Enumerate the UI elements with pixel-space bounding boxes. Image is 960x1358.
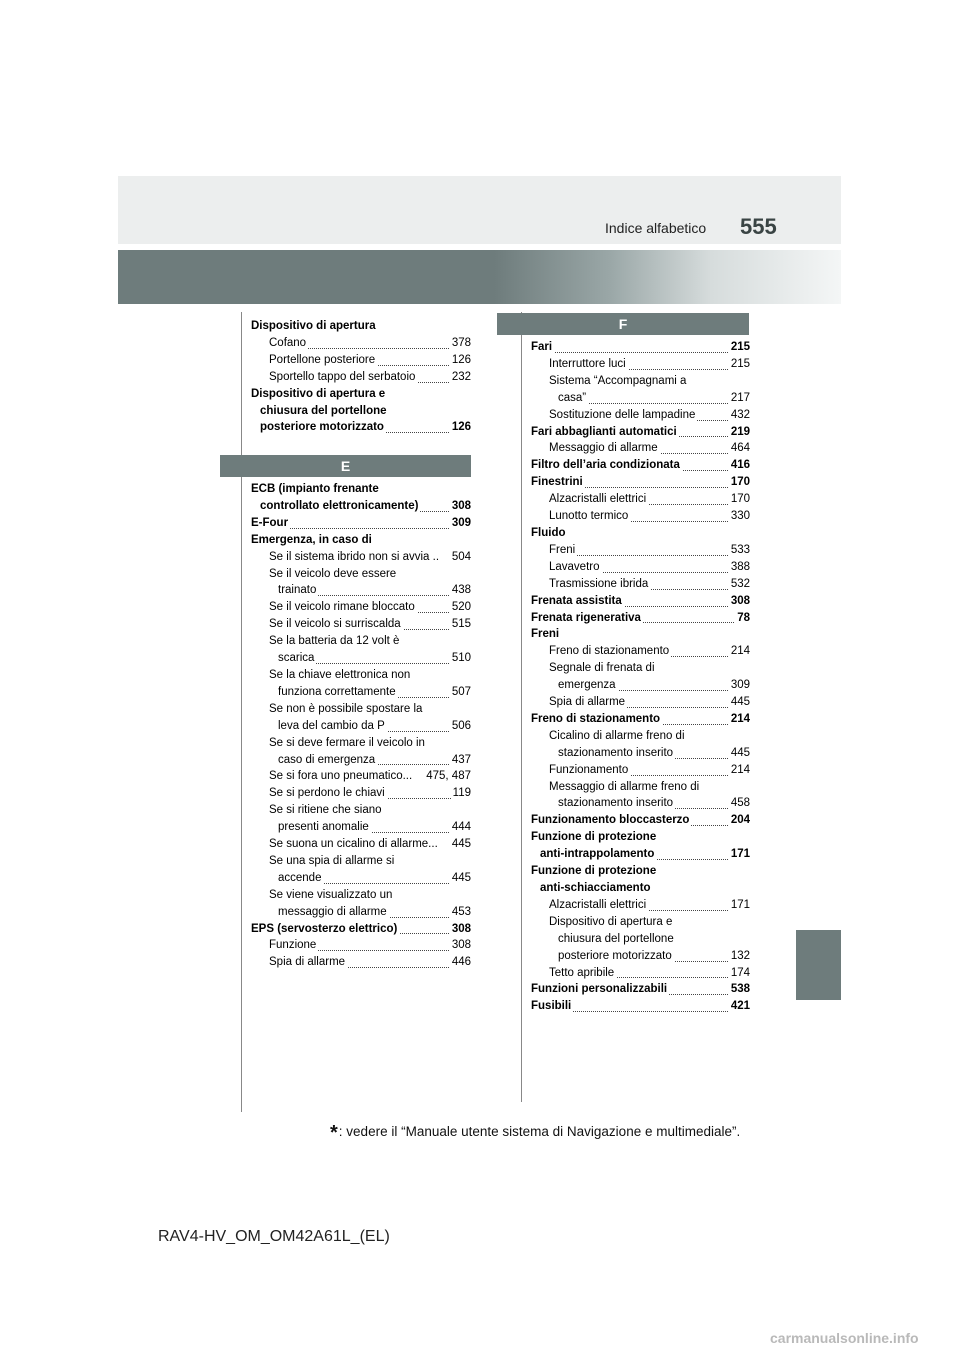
index-entry-label: Freno di stazionamento xyxy=(531,712,661,725)
index-entry-label: Dispositivo di apertura e xyxy=(251,387,386,400)
index-entry-line xyxy=(251,403,471,420)
index-entry-page: 520 xyxy=(450,599,471,616)
index-entry-label: anti-schiacciamento xyxy=(540,882,651,894)
index-entry-line xyxy=(251,566,471,583)
index-entry xyxy=(251,616,471,633)
index-entry-page: 438 xyxy=(450,582,471,599)
index-entry xyxy=(531,643,750,660)
index-entry-page: 308 xyxy=(450,921,471,938)
index-entry xyxy=(531,660,750,694)
index-entry-label: Tetto apribile xyxy=(549,966,615,979)
index-entry-line xyxy=(251,369,471,386)
index-entry-label: Cofano xyxy=(269,336,307,349)
index-entry xyxy=(251,735,471,769)
index-entry-page: 309 xyxy=(450,515,471,532)
index-entry-page: 308 xyxy=(450,498,471,515)
index-entry xyxy=(531,897,750,914)
index-entry-page: 232 xyxy=(450,369,471,386)
index-entry-label: E-Four xyxy=(251,516,289,529)
index-entry-line xyxy=(251,735,471,752)
index-entry-label: Alzacristalli elettrici xyxy=(549,493,647,506)
index-entry-page: 506 xyxy=(450,718,471,735)
index-entry xyxy=(251,566,471,600)
index-entry-line xyxy=(251,752,471,769)
index-entry-label: Frenata assistita xyxy=(531,594,622,607)
index-entry-line xyxy=(531,660,750,677)
index-entry xyxy=(531,626,750,643)
index-entry-page: 204 xyxy=(729,812,750,829)
index-entry-label: Freno di stazionamento xyxy=(549,645,670,658)
index-entry-page: 421 xyxy=(729,998,750,1015)
index-entry-line xyxy=(531,846,750,863)
index-entry xyxy=(531,559,750,576)
index-entry-line xyxy=(251,684,471,701)
index-entry xyxy=(251,318,471,335)
index-entry xyxy=(531,491,750,508)
index-entry-label: Messaggio di allarme xyxy=(549,442,658,455)
index-entry-label: controllato elettronicamente) xyxy=(260,499,419,512)
index-entry xyxy=(251,768,471,785)
index-entry xyxy=(531,373,750,407)
index-entry-line xyxy=(251,352,471,369)
index-entry xyxy=(531,474,750,491)
index-entry-page: 446 xyxy=(450,954,471,971)
index-entry-line xyxy=(251,870,471,887)
index-entry-line xyxy=(251,532,471,549)
index-entry xyxy=(251,369,471,386)
index-entry-line xyxy=(531,829,750,846)
index-entry-line xyxy=(531,626,750,643)
index-entry-page: 215 xyxy=(729,356,750,373)
index-entry-label: presenti anomalie xyxy=(278,821,369,834)
index-entry-line xyxy=(531,914,750,931)
index-entry xyxy=(531,863,750,897)
index-entry-page: 215 xyxy=(729,339,750,356)
index-entry-page: 453 xyxy=(450,904,471,921)
index-entry xyxy=(251,352,471,369)
index-entry-label: accende xyxy=(278,871,322,884)
index-entry xyxy=(251,549,471,566)
index-entry-label: anti-intrappolamento xyxy=(540,848,655,861)
index-entry xyxy=(531,914,750,965)
index-entry xyxy=(251,481,471,515)
index-entry-page: 378 xyxy=(450,335,471,352)
index-entry-page: 445 xyxy=(729,694,750,711)
index-entry xyxy=(531,440,750,457)
index-entry-page: 174 xyxy=(729,965,750,982)
index-entry xyxy=(531,998,750,1015)
index-entry-label: Funzioni personalizzabili xyxy=(531,983,668,996)
index-entry-page: 78 xyxy=(735,610,750,627)
index-entry-line xyxy=(251,667,471,684)
header-band xyxy=(118,250,841,304)
index-entry-line xyxy=(251,335,471,352)
index-entry-line xyxy=(251,904,471,921)
index-entry-page: 416 xyxy=(729,457,750,474)
index-entry-line xyxy=(251,954,471,971)
index-entry-label: Lavavetro xyxy=(549,560,600,573)
index-entry-page: 214 xyxy=(729,643,750,660)
index-entry-label: Se il veicolo rimane bloccato xyxy=(269,601,415,614)
index-entry-label: Funzionamento xyxy=(549,763,629,776)
footnote-text: : vedere il “Manuale utente sistema di Navigazione e multimediale”. xyxy=(338,1124,741,1139)
index-entry xyxy=(251,921,471,938)
index-entry xyxy=(251,335,471,352)
index-entry-page: 171 xyxy=(729,897,750,914)
index-entry-label: Se si perdono le chiavi xyxy=(269,787,385,800)
index-entry xyxy=(531,779,750,813)
index-entry-label: Fluido xyxy=(531,526,566,539)
dot-leader xyxy=(531,352,750,353)
index-entry-line xyxy=(531,474,750,491)
index-entry-label: posteriore motorizzato xyxy=(260,421,384,434)
index-entry-label: Funzione di protezione xyxy=(531,865,657,878)
index-entry-line xyxy=(251,599,471,616)
index-entry-label: Lunotto termico xyxy=(549,510,629,523)
index-column-left-top xyxy=(251,318,471,436)
index-entry-line xyxy=(531,339,750,356)
letter-header-f: F xyxy=(497,313,749,335)
index-entry-label: funziona correttamente xyxy=(278,685,396,698)
page-number: 555 xyxy=(740,214,777,239)
index-entry xyxy=(251,667,471,701)
index-entry xyxy=(531,762,750,779)
index-entry-line xyxy=(531,457,750,474)
index-entry-line xyxy=(531,745,750,762)
index-entry-line xyxy=(531,407,750,424)
index-entry-label: chiusura del portellone xyxy=(260,404,387,417)
index-entry-label: Emergenza, in caso di xyxy=(251,533,372,546)
index-entry-line xyxy=(531,863,750,880)
index-entry-label: Se suona un cicalino di allarme... xyxy=(269,838,438,851)
index-entry-page: 217 xyxy=(729,390,750,407)
index-entry xyxy=(531,407,750,424)
index-entry-page: 308 xyxy=(450,937,471,954)
index-entry-label: Spia di allarme xyxy=(549,696,626,709)
index-entry-page: 507 xyxy=(450,684,471,701)
index-entry-line xyxy=(251,498,471,515)
index-entry-page: 132 xyxy=(729,948,750,965)
index-entry-label: Interruttore luci xyxy=(549,357,626,370)
index-entry-line xyxy=(531,593,750,610)
index-entry-label: Spia di allarme xyxy=(269,956,346,969)
index-entry-line xyxy=(531,981,750,998)
index-entry-label: Segnale di frenata di xyxy=(549,662,655,675)
index-entry-page: 475, 487 xyxy=(424,768,471,785)
index-entry-line xyxy=(251,616,471,633)
index-entry-line xyxy=(531,390,750,407)
index-entry xyxy=(251,633,471,667)
index-entry-label: Freni xyxy=(549,543,576,556)
index-entry-line xyxy=(251,887,471,904)
index-entry-label: Funzione xyxy=(269,939,317,952)
index-entry xyxy=(531,812,750,829)
index-entry-line xyxy=(531,711,750,728)
index-entry-page: 219 xyxy=(729,424,750,441)
index-entry-label: Funzionamento bloccasterzo xyxy=(531,814,690,827)
footnote xyxy=(330,1122,740,1145)
index-entry-line xyxy=(251,785,471,802)
index-entry xyxy=(531,508,750,525)
index-entry-label: Freni xyxy=(531,628,560,641)
index-entry xyxy=(531,356,750,373)
index-entry-line xyxy=(531,373,750,390)
index-entry-label: EPS (servosterzo elettrico) xyxy=(251,922,398,935)
index-entry-label: Se il veicolo deve essere xyxy=(269,567,397,580)
index-entry-label: Fari xyxy=(531,341,553,353)
index-entry-label: Fari abbaglianti automatici xyxy=(531,425,677,438)
index-entry-line xyxy=(531,677,750,694)
index-entry-line xyxy=(531,542,750,559)
index-entry-page: 330 xyxy=(729,508,750,525)
index-entry-line xyxy=(531,931,750,948)
side-tab xyxy=(796,930,841,1000)
index-entry-label: leva del cambio da P xyxy=(278,719,385,732)
index-entry-page: 214 xyxy=(729,711,750,728)
index-entry-page: 445 xyxy=(729,745,750,762)
index-entry-page: 437 xyxy=(450,752,471,769)
index-entry-label: emergenza xyxy=(558,679,616,692)
index-entry-line xyxy=(251,819,471,836)
index-entry-label: Trasmissione ibrida xyxy=(549,577,649,590)
document-code: RAV4-HV_OM_OM42A61L_(EL) xyxy=(158,1228,390,1245)
index-entry-label: Funzione di protezione xyxy=(531,831,657,844)
index-entry-line xyxy=(531,424,750,441)
index-entry-page: 126 xyxy=(450,419,471,436)
index-entry-line xyxy=(531,795,750,812)
middle-column-rule xyxy=(521,312,522,1102)
index-entry-page: 119 xyxy=(451,785,471,802)
index-entry-label: Se non è possibile spostare la xyxy=(269,702,423,715)
index-entry xyxy=(531,424,750,441)
index-entry-label: Portellone posteriore xyxy=(269,353,376,366)
index-entry-line xyxy=(251,633,471,650)
index-entry-page: 170 xyxy=(729,474,750,491)
index-entry-line xyxy=(251,937,471,954)
index-entry xyxy=(251,937,471,954)
index-entry-page: 445 xyxy=(450,836,471,853)
index-entry-label: caso di emergenza xyxy=(278,753,376,766)
index-entry-label: posteriore motorizzato xyxy=(558,949,672,962)
index-entry-label: messaggio di allarme xyxy=(278,905,387,918)
index-entry-line xyxy=(251,481,471,498)
index-entry xyxy=(531,728,750,762)
index-entry-line xyxy=(251,701,471,718)
index-entry-line xyxy=(251,718,471,735)
index-entry-label: Sostituzione delle lampadine xyxy=(549,408,696,421)
index-entry-page: 533 xyxy=(729,542,750,559)
index-entry-label: chiusura del portellone xyxy=(558,932,674,945)
index-entry xyxy=(531,981,750,998)
index-entry-page: 532 xyxy=(729,576,750,593)
index-entry-line xyxy=(531,440,750,457)
index-entry xyxy=(531,711,750,728)
index-entry-label: Se la chiave elettronica non xyxy=(269,668,411,681)
index-entry-page: 170 xyxy=(729,491,750,508)
index-entry-label: Dispositivo di apertura xyxy=(251,320,376,332)
index-entry xyxy=(531,610,750,627)
index-entry-label: stazionamento inserito xyxy=(558,797,674,810)
dot-leader xyxy=(549,555,750,556)
index-entry-label: Se la batteria da 12 volt è xyxy=(269,635,400,648)
index-entry xyxy=(531,694,750,711)
index-entry-line xyxy=(251,515,471,532)
index-entry-line xyxy=(531,762,750,779)
index-entry-page: 214 xyxy=(729,762,750,779)
index-entry-page: 432 xyxy=(729,407,750,424)
index-entry xyxy=(531,829,750,863)
index-entry-line xyxy=(531,965,750,982)
index-entry-label: Cicalino di allarme freno di xyxy=(549,729,685,742)
index-entry xyxy=(251,515,471,532)
index-entry xyxy=(531,593,750,610)
index-entry-line xyxy=(531,356,750,373)
index-entry-line xyxy=(251,853,471,870)
index-entry-page: 445 xyxy=(450,870,471,887)
index-entry-label: Se si fora uno pneumatico... xyxy=(269,770,413,783)
index-column-right-f xyxy=(531,339,750,1015)
index-entry-label: Sportello tappo del serbatoio xyxy=(269,370,416,383)
index-entry-line xyxy=(531,998,750,1015)
index-entry-line xyxy=(531,880,750,897)
index-entry-page: 309 xyxy=(729,677,750,694)
index-entry xyxy=(251,802,471,836)
index-entry-line xyxy=(251,419,471,436)
index-entry-page: 308 xyxy=(729,593,750,610)
index-entry xyxy=(251,954,471,971)
index-entry-line xyxy=(251,386,471,403)
index-entry xyxy=(531,457,750,474)
index-entry-label: Sistema “Accompagnami a xyxy=(549,374,687,387)
index-entry-line xyxy=(531,694,750,711)
index-entry-line xyxy=(251,921,471,938)
index-entry-page: 510 xyxy=(450,650,471,667)
left-column-rule xyxy=(241,312,242,1112)
index-entry xyxy=(531,965,750,982)
index-entry xyxy=(531,576,750,593)
index-entry xyxy=(531,339,750,356)
index-entry xyxy=(531,525,750,542)
index-entry-page: 126 xyxy=(450,352,471,369)
index-entry-label: Alzacristalli elettrici xyxy=(549,898,647,911)
index-entry-line xyxy=(251,549,471,566)
footnote-star: * xyxy=(330,1122,338,1144)
index-entry-page: 515 xyxy=(450,616,471,633)
index-entry xyxy=(251,853,471,887)
index-entry xyxy=(251,386,471,437)
index-entry-page: 458 xyxy=(729,795,750,812)
index-entry-label: stazionamento inserito xyxy=(558,746,674,759)
index-entry xyxy=(251,785,471,802)
index-entry-line xyxy=(251,650,471,667)
index-entry-line xyxy=(531,812,750,829)
index-entry-line xyxy=(531,508,750,525)
index-entry-line xyxy=(251,768,471,785)
index-entry-line xyxy=(251,836,471,853)
index-entry xyxy=(251,836,471,853)
index-entry-line xyxy=(531,525,750,542)
index-entry-label: Se si ritiene che siano xyxy=(269,804,382,817)
index-entry-page: 538 xyxy=(729,981,750,998)
index-entry-line xyxy=(531,610,750,627)
index-entry-page: 171 xyxy=(729,846,750,863)
index-entry-label: Frenata rigenerativa xyxy=(531,611,641,624)
index-entry-label: trainato xyxy=(278,584,317,597)
index-entry xyxy=(251,532,471,549)
index-entry-label: Se si deve fermare il veicolo in xyxy=(269,736,425,749)
index-entry-label: Se il sistema ibrido non si avvia .. xyxy=(269,550,440,563)
index-entry-label: scarica xyxy=(278,652,315,665)
index-entry-page: 388 xyxy=(729,559,750,576)
index-entry-label: ECB (impianto frenante xyxy=(251,483,379,495)
index-entry-line xyxy=(251,802,471,819)
index-entry-line xyxy=(531,728,750,745)
index-entry-label: Fusibili xyxy=(531,1000,572,1013)
index-entry-line xyxy=(251,582,471,599)
index-entry-label: Se una spia di allarme si xyxy=(269,854,395,867)
index-entry-line xyxy=(531,779,750,796)
index-entry-line xyxy=(531,948,750,965)
index-entry-label: Messaggio di allarme freno di xyxy=(549,780,700,793)
index-entry xyxy=(531,542,750,559)
index-entry-label: Finestrini xyxy=(531,476,583,489)
index-entry xyxy=(251,701,471,735)
index-entry-label: casa” xyxy=(558,391,587,404)
letter-header-e: E xyxy=(220,455,471,477)
index-entry-label: Dispositivo di apertura e xyxy=(549,915,673,928)
index-entry-line xyxy=(531,643,750,660)
index-entry-page: 444 xyxy=(450,819,471,836)
index-column-left-e xyxy=(251,481,471,971)
index-entry-label: Filtro dell’aria condizionata xyxy=(531,459,680,472)
index-entry xyxy=(251,887,471,921)
index-entry-line xyxy=(531,491,750,508)
index-entry-line xyxy=(251,318,471,335)
index-entry xyxy=(251,599,471,616)
index-entry-line xyxy=(531,559,750,576)
index-entry-line xyxy=(531,576,750,593)
index-entry-page: 504 xyxy=(450,549,471,566)
index-entry-page: 464 xyxy=(729,440,750,457)
watermark: carmanualsonline.info xyxy=(770,1330,919,1346)
index-entry-label: Se il veicolo si surriscalda xyxy=(269,618,401,631)
index-entry-label: Se viene visualizzato un xyxy=(269,888,393,901)
header-top-band xyxy=(118,176,841,244)
section-title: Indice alfabetico xyxy=(605,220,707,236)
index-entry-line xyxy=(531,897,750,914)
